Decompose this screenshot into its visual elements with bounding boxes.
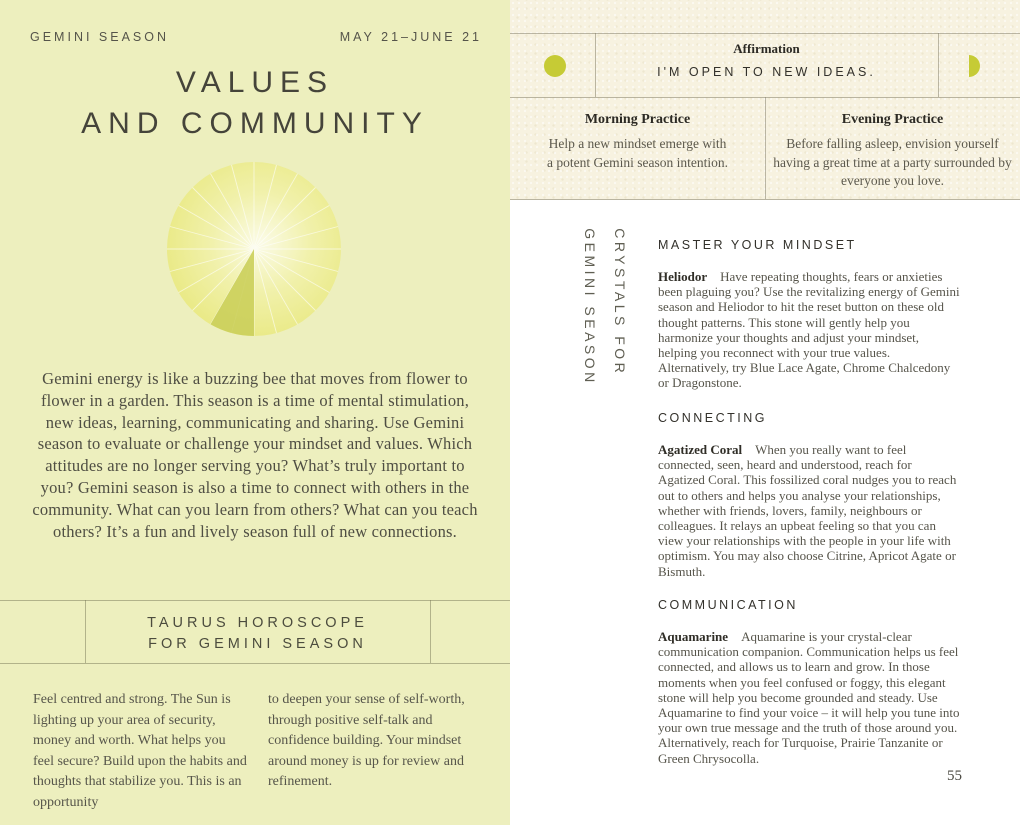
sidebar-line1: CRYSTALS FOR (612, 228, 628, 377)
sidebar-line2: GEMINI SEASON (582, 228, 598, 386)
section-heading: MASTER YOUR MINDSET (658, 238, 857, 252)
evening-practice (765, 112, 1020, 191)
crystal-name: Aquamarine (658, 629, 729, 644)
season-dates: MAY 21–JUNE 21 (339, 30, 482, 44)
band-rule-bottom (510, 199, 1020, 200)
intro-paragraph: Gemini energy is like a buzzing bee that moves from flower to flower in a garden. This season is a time of mental stimulation, new ideas, learning, communicating and sharing. Use Gemini season to evaluate or challenge your mindset and values. Which attitudes are no longer serving you? What’s truly important to you? Gemini season is also a time to connect with others in the community. What can you learn from others? What can you teach others? It’s a fun and lively season full of new connections. (32, 369, 478, 541)
page-title (0, 62, 510, 144)
page-title-line1: VALUES (175, 66, 335, 99)
morning-practice-heading: Morning Practice (584, 112, 691, 127)
banner-rule-top (0, 600, 510, 601)
morning-practice (510, 112, 765, 172)
section-body: When you really want to feel connected, seen, heard and understood, reach for Agatized Coral. This fossilized coral nudges you to reach out to others and helps you analyse your relationships, whether with friends, lovers, family, neighbours or colleagues. It relays an upbeat feeling so that you can view your relationships with the people in your life with optimism. You may also choose Citrine, Apricot Agate or Bismuth. (658, 442, 957, 579)
radial-wheel-graphic (166, 161, 342, 337)
affirmation-text: I'M OPEN TO NEW IDEAS. (657, 65, 876, 79)
right-page (510, 0, 1020, 825)
horoscope-column-2: to deepen your sense of self-worth, through positive self-talk and confidence building. Your mindset around money is up for review and refinement. (268, 692, 465, 790)
affirmation-box (595, 41, 938, 79)
horoscope-banner-line2: FOR GEMINI SEASON (148, 636, 367, 652)
section-body: Have repeating thoughts, fears or anxieties been plaguing you? Use the revitalizing energy of Gemini season and Heliodor to hit the reset button on these old thought patterns. This stone will gently help you harmonize your thoughts and adjust your mindset, helping you reconnect with your true values. Alternatively, try Blue Lace Agate, Chrome Chalcedony or Dragonstone. (658, 269, 960, 391)
page-title-line2: AND COMMUNITY (81, 107, 429, 140)
section-body: Aquamarine is your crystal-clear communication companion. Communication helps us feel connected, and allows us to learn and grow. In those moments when you feel confused or foggy, this elegant stone will help you become grounded and steady. Use Aquamarine to find your voice – it will help you tune into your own true message and the truth of those around you. Alternatively, reach for Turquoise, Prairie Tanzanite or Green Chrysocolla. (658, 629, 960, 766)
crystal-name: Heliodor (658, 269, 708, 284)
sidebar-vertical-title (575, 228, 635, 386)
horoscope-column-1: Feel centred and strong. The Sun is lighting up your area of security, money and worth. What helps you feel secure? Build upon the habits and thoughts that stabilize you. This is an opportunity (33, 692, 247, 810)
affirmation-label: Affirmation (733, 41, 800, 56)
band-rule-top (510, 33, 1020, 34)
banner-rule-bottom (0, 663, 510, 664)
section-heading: CONNECTING (658, 411, 768, 425)
left-page-header (30, 30, 482, 44)
banner-rule-right (430, 600, 431, 663)
section-heading: COMMUNICATION (658, 598, 798, 612)
season-label: GEMINI SEASON (30, 30, 170, 44)
section-communication (658, 598, 960, 766)
horoscope-columns (33, 690, 483, 814)
evening-practice-heading: Evening Practice (841, 112, 944, 127)
page-number: 55 (947, 768, 962, 784)
horoscope-banner-line1: TAURUS HOROSCOPE (147, 615, 368, 631)
section-master-your-mindset (658, 238, 960, 391)
section-connecting (658, 411, 960, 579)
band-divider-right (938, 33, 939, 97)
crystal-name: Agatized Coral (658, 442, 743, 457)
evening-practice-body: Before falling asleep, envision yourself having a great time at a party surrounded by everyone you love. (773, 136, 1012, 189)
new-moon-icon (544, 55, 566, 77)
morning-practice-body: Help a new mindset emerge with a potent Gemini season intention. (546, 136, 729, 170)
horoscope-banner (85, 613, 430, 655)
